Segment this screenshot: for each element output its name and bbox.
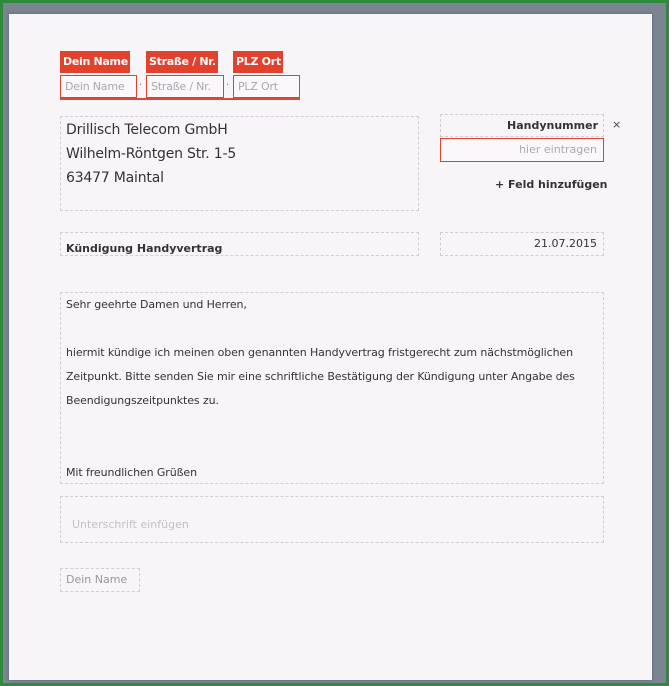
sender-city-tag: PLZ Ort bbox=[233, 51, 283, 73]
blank-line bbox=[66, 413, 603, 437]
letter-line-3: Beendigungszeitpunktes zu. bbox=[66, 394, 219, 407]
sender-city-input[interactable]: PLZ Ort bbox=[233, 75, 300, 98]
signature-placeholder: Unterschrift einfügen bbox=[72, 518, 189, 531]
footer-name-field[interactable] bbox=[60, 568, 140, 592]
phone-label: Handynummer bbox=[507, 119, 598, 132]
blank-line bbox=[66, 317, 603, 341]
letter-line-2: Zeitpunkt. Bitte senden Sie mir eine schriftliche Bestätigung der Kündigung unter Angabe des bbox=[66, 370, 575, 383]
recipient-line-3: 63477 Maintal bbox=[66, 170, 164, 186]
separator-dot: · bbox=[139, 80, 143, 91]
blank-line bbox=[66, 437, 603, 461]
letter-page bbox=[9, 14, 652, 680]
subject-text: Kündigung Handyvertrag bbox=[66, 242, 223, 255]
phone-number-input[interactable]: hier eintragen bbox=[440, 138, 604, 162]
sender-street-tag: Straße / Nr. bbox=[146, 51, 218, 73]
recipient-line-2: Wilhelm-Röntgen Str. 1-5 bbox=[66, 146, 237, 162]
subject-box[interactable] bbox=[60, 232, 419, 256]
signature-box[interactable] bbox=[60, 496, 604, 543]
date-field[interactable] bbox=[440, 232, 604, 256]
letter-salutation: Sehr geehrte Damen und Herren, bbox=[66, 298, 247, 311]
close-icon[interactable]: × bbox=[612, 118, 622, 131]
letter-line-1: hiermit kündige ich meinen oben genannten Handyvertrag fristgerecht zum nächstmöglichen bbox=[66, 346, 573, 359]
letter-closing: Mit freundlichen Grüßen bbox=[66, 466, 197, 479]
sender-name-input[interactable]: Dein Name bbox=[60, 75, 137, 98]
sender-underline bbox=[60, 98, 300, 100]
add-field-button[interactable]: + Feld hinzufügen bbox=[495, 178, 608, 191]
sender-street-input[interactable]: Straße / Nr. bbox=[146, 75, 224, 98]
recipient-address-box[interactable] bbox=[60, 116, 419, 211]
date-text: 21.07.2015 bbox=[534, 237, 597, 250]
sender-name-tag: Dein Name bbox=[60, 51, 130, 73]
letter-body-box[interactable] bbox=[60, 292, 604, 484]
separator-dot: · bbox=[226, 80, 230, 91]
recipient-line-1: Drillisch Telecom GmbH bbox=[66, 122, 228, 138]
footer-name-placeholder: Dein Name bbox=[66, 573, 128, 586]
